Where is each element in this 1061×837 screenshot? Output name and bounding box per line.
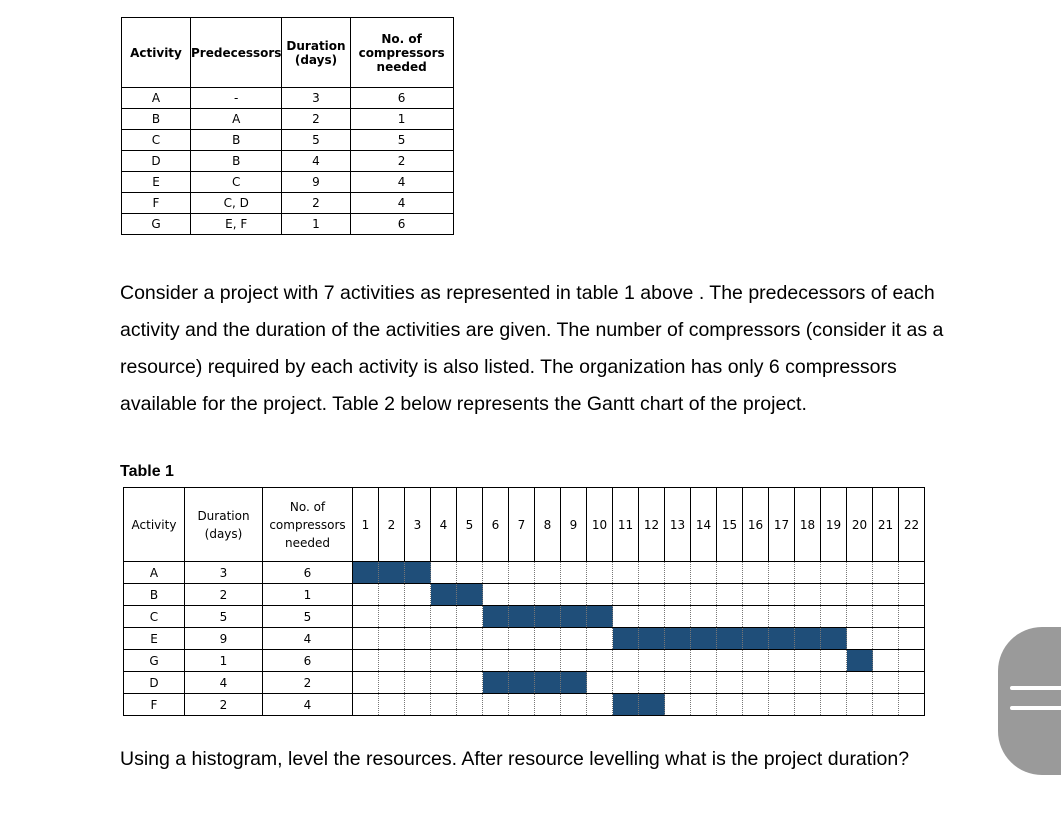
- activity-row: [122, 130, 454, 151]
- gantt-cell-compressors: 1: [263, 584, 353, 606]
- gantt-bar-cell: [509, 606, 535, 628]
- gantt-empty-cell: [613, 606, 639, 628]
- gantt-cell-compressors: 2: [263, 672, 353, 694]
- gantt-empty-cell: [769, 606, 795, 628]
- gantt-empty-cell: [847, 694, 873, 716]
- gantt-bar-cell: [509, 672, 535, 694]
- gantt-empty-cell: [691, 606, 717, 628]
- header-compressors: No. of compressors needed: [350, 18, 453, 88]
- question-text: Using a histogram, level the resources. After resource levelling what is the project duration?: [120, 748, 910, 770]
- gantt-empty-cell: [535, 650, 561, 672]
- gantt-empty-cell: [743, 562, 769, 584]
- cell-compressors: 6: [350, 214, 453, 235]
- cell-duration: 9: [282, 172, 350, 193]
- gantt-empty-cell: [743, 584, 769, 606]
- gantt-empty-cell: [561, 650, 587, 672]
- gantt-bar-cell: [847, 650, 873, 672]
- gantt-empty-cell: [379, 584, 405, 606]
- gantt-empty-cell: [665, 650, 691, 672]
- gantt-empty-cell: [431, 606, 457, 628]
- gantt-row: [124, 694, 925, 716]
- gantt-bar-cell: [483, 672, 509, 694]
- header-predecessors: Predecessors: [191, 18, 282, 88]
- cell-activity: G: [122, 214, 191, 235]
- gantt-empty-cell: [847, 562, 873, 584]
- gantt-bar-cell: [587, 606, 613, 628]
- gantt-day-header: 3: [405, 488, 431, 562]
- gantt-cell-duration: 9: [185, 628, 263, 650]
- gantt-empty-cell: [665, 562, 691, 584]
- gantt-day-header: 8: [535, 488, 561, 562]
- gantt-bar-cell: [821, 628, 847, 650]
- gantt-empty-cell: [483, 694, 509, 716]
- activity-row: [122, 151, 454, 172]
- activity-row: [122, 193, 454, 214]
- gantt-day-header: 14: [691, 488, 717, 562]
- gantt-cell-compressors: 6: [263, 562, 353, 584]
- gantt-empty-cell: [665, 606, 691, 628]
- gantt-empty-cell: [431, 650, 457, 672]
- gantt-header-compressors: No. of compressors needed: [263, 488, 353, 562]
- gantt-empty-cell: [613, 650, 639, 672]
- gantt-empty-cell: [873, 628, 899, 650]
- gantt-empty-cell: [873, 584, 899, 606]
- gantt-empty-cell: [509, 694, 535, 716]
- gantt-header-duration: Duration (days): [185, 488, 263, 562]
- gantt-empty-cell: [587, 562, 613, 584]
- gantt-empty-cell: [405, 694, 431, 716]
- gantt-cell-activity: E: [124, 628, 185, 650]
- gantt-empty-cell: [873, 606, 899, 628]
- cell-activity: C: [122, 130, 191, 151]
- cell-predecessors: B: [191, 130, 282, 151]
- gantt-empty-cell: [795, 672, 821, 694]
- activity-table: [121, 17, 454, 235]
- gantt-cell-activity: C: [124, 606, 185, 628]
- gantt-empty-cell: [743, 650, 769, 672]
- cell-duration: 4: [282, 151, 350, 172]
- gantt-empty-cell: [899, 584, 925, 606]
- gantt-cell-compressors: 5: [263, 606, 353, 628]
- gantt-day-header: 22: [899, 488, 925, 562]
- gantt-bar-cell: [457, 584, 483, 606]
- gantt-day-header: 6: [483, 488, 509, 562]
- cell-activity: A: [122, 88, 191, 109]
- gantt-bar-cell: [665, 628, 691, 650]
- gantt-empty-cell: [587, 628, 613, 650]
- gantt-bar-cell: [535, 606, 561, 628]
- gantt-empty-cell: [457, 606, 483, 628]
- gantt-bar-cell: [405, 562, 431, 584]
- gantt-empty-cell: [795, 606, 821, 628]
- gantt-empty-cell: [717, 672, 743, 694]
- gantt-empty-cell: [483, 628, 509, 650]
- side-scroll-handle[interactable]: [998, 627, 1061, 775]
- gantt-empty-cell: [379, 694, 405, 716]
- cell-compressors: 4: [350, 193, 453, 214]
- gantt-empty-cell: [483, 584, 509, 606]
- gantt-bar-cell: [639, 694, 665, 716]
- gantt-empty-cell: [405, 606, 431, 628]
- gantt-cell-duration: 5: [185, 606, 263, 628]
- cell-duration: 1: [282, 214, 350, 235]
- gantt-empty-cell: [353, 650, 379, 672]
- cell-activity: D: [122, 151, 191, 172]
- gantt-empty-cell: [821, 584, 847, 606]
- gantt-day-header: 12: [639, 488, 665, 562]
- cell-activity: F: [122, 193, 191, 214]
- gantt-empty-cell: [821, 694, 847, 716]
- gantt-empty-cell: [509, 628, 535, 650]
- gantt-day-header: 2: [379, 488, 405, 562]
- gantt-empty-cell: [561, 694, 587, 716]
- gantt-cell-activity: D: [124, 672, 185, 694]
- gantt-cell-duration: 2: [185, 694, 263, 716]
- gantt-empty-cell: [665, 584, 691, 606]
- gantt-empty-cell: [353, 694, 379, 716]
- cell-compressors: 6: [350, 88, 453, 109]
- gantt-day-header: 5: [457, 488, 483, 562]
- gantt-cell-activity: B: [124, 584, 185, 606]
- gantt-empty-cell: [483, 650, 509, 672]
- gantt-empty-cell: [353, 628, 379, 650]
- gantt-empty-cell: [847, 672, 873, 694]
- gantt-empty-cell: [795, 584, 821, 606]
- gantt-day-header: 7: [509, 488, 535, 562]
- gantt-row: [124, 650, 925, 672]
- gantt-empty-cell: [795, 650, 821, 672]
- gantt-empty-cell: [743, 672, 769, 694]
- gantt-cell-activity: A: [124, 562, 185, 584]
- gantt-empty-cell: [821, 650, 847, 672]
- gantt-day-header: 10: [587, 488, 613, 562]
- gantt-empty-cell: [821, 672, 847, 694]
- gantt-empty-cell: [847, 628, 873, 650]
- cell-compressors: 2: [350, 151, 453, 172]
- gantt-empty-cell: [483, 562, 509, 584]
- gantt-empty-cell: [899, 650, 925, 672]
- gantt-empty-cell: [509, 562, 535, 584]
- cell-predecessors: C: [191, 172, 282, 193]
- gantt-empty-cell: [613, 562, 639, 584]
- gantt-empty-cell: [691, 694, 717, 716]
- gantt-empty-cell: [353, 584, 379, 606]
- activity-row: [122, 88, 454, 109]
- gantt-empty-cell: [769, 562, 795, 584]
- gantt-empty-cell: [873, 694, 899, 716]
- gantt-bar-cell: [561, 672, 587, 694]
- gantt-empty-cell: [691, 650, 717, 672]
- gantt-day-header: 17: [769, 488, 795, 562]
- gantt-empty-cell: [587, 694, 613, 716]
- gantt-empty-cell: [535, 584, 561, 606]
- cell-predecessors: B: [191, 151, 282, 172]
- cell-duration: 5: [282, 130, 350, 151]
- gantt-cell-activity: G: [124, 650, 185, 672]
- gantt-empty-cell: [431, 628, 457, 650]
- gantt-empty-cell: [717, 606, 743, 628]
- gantt-cell-duration: 4: [185, 672, 263, 694]
- gantt-bar-cell: [353, 562, 379, 584]
- gantt-empty-cell: [457, 628, 483, 650]
- gantt-empty-cell: [639, 584, 665, 606]
- cell-activity: B: [122, 109, 191, 130]
- gantt-empty-cell: [639, 606, 665, 628]
- gantt-empty-cell: [613, 584, 639, 606]
- gantt-empty-cell: [717, 584, 743, 606]
- gantt-bar-cell: [483, 606, 509, 628]
- gantt-empty-cell: [353, 672, 379, 694]
- gantt-empty-cell: [535, 694, 561, 716]
- header-activity: Activity: [122, 18, 191, 88]
- gantt-bar-cell: [613, 628, 639, 650]
- gantt-cell-activity: F: [124, 694, 185, 716]
- gantt-day-header: 13: [665, 488, 691, 562]
- gantt-empty-cell: [353, 606, 379, 628]
- cell-compressors: 5: [350, 130, 453, 151]
- gantt-day-header: 19: [821, 488, 847, 562]
- gantt-row: [124, 606, 925, 628]
- gantt-empty-cell: [379, 628, 405, 650]
- gantt-empty-cell: [509, 584, 535, 606]
- gantt-row: [124, 672, 925, 694]
- gantt-empty-cell: [769, 650, 795, 672]
- gantt-row: [124, 562, 925, 584]
- gantt-cell-compressors: 6: [263, 650, 353, 672]
- gantt-bar-cell: [639, 628, 665, 650]
- gantt-empty-cell: [899, 672, 925, 694]
- gantt-day-header: 4: [431, 488, 457, 562]
- gantt-empty-cell: [379, 606, 405, 628]
- gantt-row: [124, 584, 925, 606]
- cell-predecessors: E, F: [191, 214, 282, 235]
- gantt-empty-cell: [821, 562, 847, 584]
- gantt-bar-cell: [431, 584, 457, 606]
- gantt-empty-cell: [561, 628, 587, 650]
- gantt-empty-cell: [431, 694, 457, 716]
- activity-row: [122, 172, 454, 193]
- gantt-header-row: [124, 488, 925, 562]
- gantt-empty-cell: [457, 562, 483, 584]
- cell-compressors: 4: [350, 172, 453, 193]
- gantt-empty-cell: [457, 672, 483, 694]
- gantt-empty-cell: [639, 650, 665, 672]
- gantt-empty-cell: [665, 694, 691, 716]
- gantt-empty-cell: [717, 562, 743, 584]
- gantt-empty-cell: [535, 628, 561, 650]
- gantt-empty-cell: [821, 606, 847, 628]
- gantt-empty-cell: [561, 584, 587, 606]
- gantt-cell-compressors: 4: [263, 694, 353, 716]
- gantt-bar-cell: [379, 562, 405, 584]
- gantt-bar-cell: [561, 606, 587, 628]
- cell-predecessors: C, D: [191, 193, 282, 214]
- gantt-empty-cell: [405, 584, 431, 606]
- table-caption: Table 1: [120, 463, 174, 480]
- cell-duration: 3: [282, 88, 350, 109]
- gantt-empty-cell: [639, 562, 665, 584]
- gantt-empty-cell: [405, 650, 431, 672]
- cell-activity: E: [122, 172, 191, 193]
- gantt-empty-cell: [795, 694, 821, 716]
- cell-duration: 2: [282, 109, 350, 130]
- gantt-empty-cell: [769, 694, 795, 716]
- gantt-bar-cell: [795, 628, 821, 650]
- cell-predecessors: -: [191, 88, 282, 109]
- gantt-empty-cell: [899, 606, 925, 628]
- gantt-empty-cell: [405, 628, 431, 650]
- gantt-empty-cell: [379, 672, 405, 694]
- gantt-empty-cell: [405, 672, 431, 694]
- cell-duration: 2: [282, 193, 350, 214]
- gantt-day-header: 15: [717, 488, 743, 562]
- gantt-bar-cell: [691, 628, 717, 650]
- gantt-empty-cell: [613, 672, 639, 694]
- gantt-bar-cell: [743, 628, 769, 650]
- gantt-empty-cell: [899, 628, 925, 650]
- gantt-header-activity: Activity: [124, 488, 185, 562]
- gantt-empty-cell: [431, 672, 457, 694]
- gantt-cell-duration: 3: [185, 562, 263, 584]
- gantt-chart-table: [123, 487, 925, 716]
- gantt-row: [124, 628, 925, 650]
- gantt-empty-cell: [535, 562, 561, 584]
- gantt-day-header: 20: [847, 488, 873, 562]
- gantt-empty-cell: [561, 562, 587, 584]
- gantt-empty-cell: [873, 672, 899, 694]
- gantt-day-header: 1: [353, 488, 379, 562]
- gantt-empty-cell: [639, 672, 665, 694]
- gantt-empty-cell: [431, 562, 457, 584]
- gantt-empty-cell: [691, 672, 717, 694]
- gantt-empty-cell: [873, 562, 899, 584]
- gantt-empty-cell: [457, 694, 483, 716]
- gantt-bar-cell: [613, 694, 639, 716]
- gantt-empty-cell: [743, 694, 769, 716]
- gantt-empty-cell: [743, 606, 769, 628]
- activity-table-header: [122, 18, 454, 88]
- gantt-empty-cell: [587, 672, 613, 694]
- gantt-empty-cell: [509, 650, 535, 672]
- gantt-empty-cell: [717, 694, 743, 716]
- gantt-bar-cell: [535, 672, 561, 694]
- header-duration: Duration (days): [282, 18, 350, 88]
- gantt-empty-cell: [665, 672, 691, 694]
- gantt-empty-cell: [847, 606, 873, 628]
- gantt-cell-duration: 2: [185, 584, 263, 606]
- activity-row: [122, 109, 454, 130]
- gantt-empty-cell: [691, 562, 717, 584]
- gantt-empty-cell: [717, 650, 743, 672]
- gantt-empty-cell: [795, 562, 821, 584]
- gantt-empty-cell: [899, 562, 925, 584]
- gantt-bar-cell: [717, 628, 743, 650]
- gantt-day-header: 11: [613, 488, 639, 562]
- gantt-bar-cell: [769, 628, 795, 650]
- gantt-cell-duration: 1: [185, 650, 263, 672]
- gantt-empty-cell: [457, 650, 483, 672]
- activity-row: [122, 214, 454, 235]
- gantt-empty-cell: [847, 584, 873, 606]
- cell-compressors: 1: [350, 109, 453, 130]
- gantt-empty-cell: [587, 584, 613, 606]
- gantt-day-header: 16: [743, 488, 769, 562]
- gantt-day-header: 21: [873, 488, 899, 562]
- gantt-empty-cell: [873, 650, 899, 672]
- gantt-empty-cell: [691, 584, 717, 606]
- problem-paragraph: Consider a project with 7 activities as represented in table 1 above . The predecessors of each activity and the duration of the activities are given. The number of compressors (consider it as a resource) required by each activity is also listed. The organization has only 6 compressors available for the project. Table 2 below represents the Gantt chart of the project.: [120, 282, 944, 415]
- gantt-empty-cell: [899, 694, 925, 716]
- cell-predecessors: A: [191, 109, 282, 130]
- gantt-empty-cell: [587, 650, 613, 672]
- gantt-day-header: 9: [561, 488, 587, 562]
- gantt-empty-cell: [379, 650, 405, 672]
- gantt-empty-cell: [769, 584, 795, 606]
- gantt-cell-compressors: 4: [263, 628, 353, 650]
- gantt-empty-cell: [769, 672, 795, 694]
- gantt-day-header: 18: [795, 488, 821, 562]
